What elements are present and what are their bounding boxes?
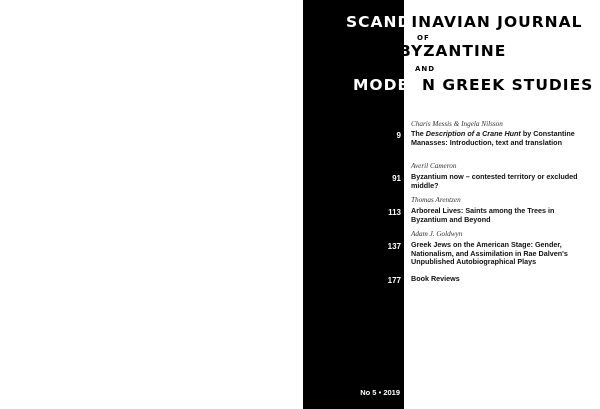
toc-page-4: 137 <box>387 242 401 251</box>
toc-author-3: Thomas Arentzen <box>411 196 461 204</box>
toc-author-1: Charis Messis & Ingela Nilsson <box>411 120 503 128</box>
cover-black-band <box>303 0 404 409</box>
journal-title-of: OF <box>417 34 430 42</box>
journal-title-line-3: BYZANTINE <box>399 42 507 60</box>
toc-title-3[interactable]: Arboreal Lives: Saints among the Trees in Byzantium and Beyond <box>411 206 555 224</box>
journal-title-line-5: MODERN GREEK STUDIES <box>353 76 594 94</box>
toc-author-2: Averil Cameron <box>411 162 457 170</box>
toc-title-1[interactable]: The Description of a Crane Hunt by Constantine Manasses: Introduction, text and translation <box>411 129 575 147</box>
toc-page-2: 91 <box>392 174 401 183</box>
toc-page-5: 177 <box>387 276 401 285</box>
toc-author-4: Adam J. Goldwyn <box>411 230 463 238</box>
issue-number: No 5 • 2019 <box>360 388 400 397</box>
journal-title-and: AND <box>415 65 436 73</box>
toc-page-1: 9 <box>396 131 401 140</box>
toc-page-3: 113 <box>388 208 401 217</box>
toc-title-4[interactable]: Greek Jews on the American Stage: Gender, Nationalism, and Assimilation in Rae Dalven's Unpublished Autobiographical Plays <box>411 240 568 267</box>
journal-title-line-1: SCANDINAVIAN JOURNAL <box>346 13 583 31</box>
toc-title-5[interactable]: Book Reviews <box>411 274 460 283</box>
toc-title-2[interactable]: Byzantium now – contested territory or excluded middle? <box>411 172 578 190</box>
